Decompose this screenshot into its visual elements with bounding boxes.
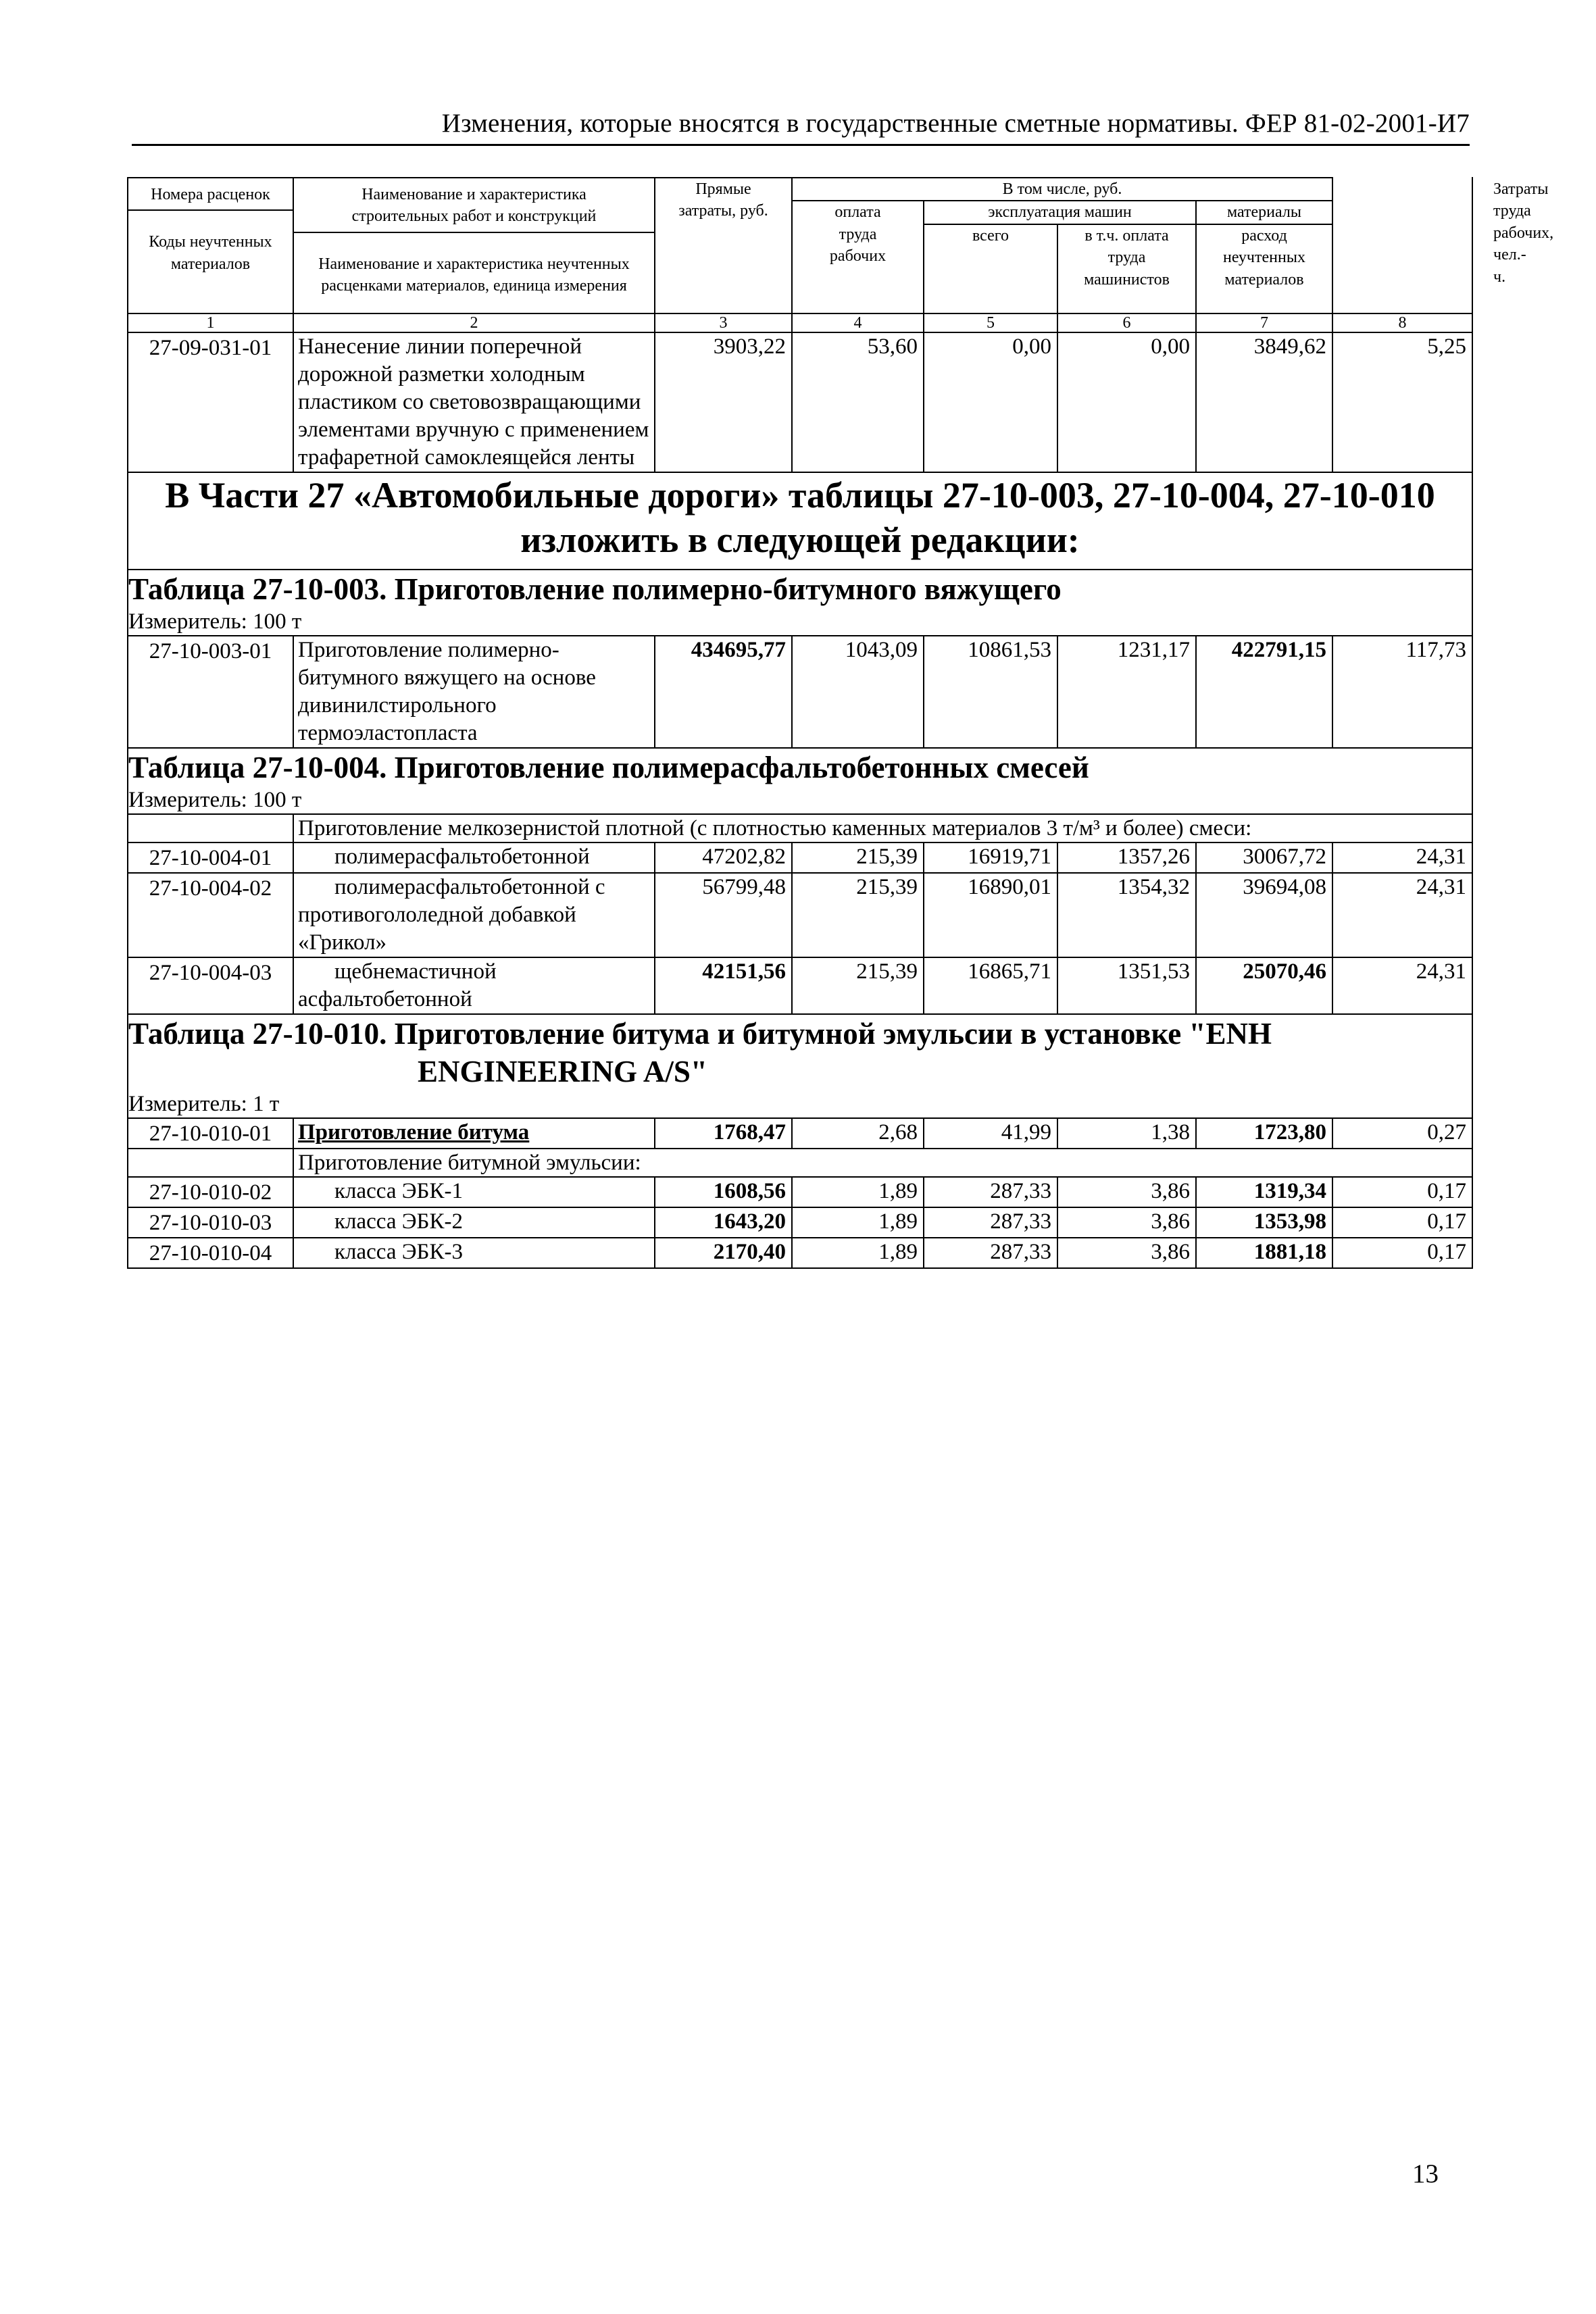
operator-wages: 1,38 bbox=[1057, 1118, 1196, 1149]
operator-wages: 1231,17 bbox=[1057, 636, 1196, 748]
labor-hours: 0,17 bbox=[1332, 1238, 1472, 1268]
materials: 30067,72 bbox=[1196, 842, 1332, 873]
table-row bbox=[128, 873, 1472, 957]
direct-costs: 1608,56 bbox=[655, 1177, 792, 1207]
col-header-total: всего bbox=[924, 224, 1057, 313]
wages: 2,68 bbox=[792, 1118, 924, 1149]
table-row bbox=[128, 1177, 1472, 1207]
materials: 422791,15 bbox=[1196, 636, 1332, 748]
unit-label: Измеритель: 100 т bbox=[128, 786, 1472, 814]
machines-total: 16865,71 bbox=[924, 957, 1057, 1014]
table-title: Таблица 27-10-010. Приготовление битума и битумной эмульсии в установке "ENH ENGINEERING A/S" bbox=[128, 1014, 1472, 1090]
rate-code: 27-10-003-01 bbox=[128, 636, 293, 748]
table-row bbox=[128, 842, 1472, 873]
table-row bbox=[128, 332, 1472, 472]
col-number: 2 bbox=[293, 313, 655, 332]
col-header-blank bbox=[1332, 178, 1472, 201]
materials: 39694,08 bbox=[1196, 873, 1332, 957]
rate-code: 27-10-010-01 bbox=[128, 1118, 293, 1149]
col-header-group: В том числе, руб. bbox=[792, 178, 1332, 201]
table-row bbox=[128, 1238, 1472, 1268]
table-title: Таблица 27-10-004. Приготовление полимерасфальтобетонных смесей bbox=[128, 748, 1472, 786]
labor-hours: 117,73 bbox=[1332, 636, 1472, 748]
rate-name: Приготовление полимерно-битумного вяжущего на основе дивинилстирольного термоэластопласта bbox=[293, 636, 655, 748]
running-header: Изменения, которые вносятся в государственные сметные нормативы. ФЕР 81-02-2001-И7 bbox=[132, 108, 1470, 146]
col-header-unaccounted-materials: расход неучтенных материалов bbox=[1196, 224, 1332, 313]
estimate-table: Номера расценок Коды неучтенных материалов Наименование и характеристика строительных работ и конструкций Наименование и характеристика неучтенных расценками материалов, единица измерения Прямые затраты, руб. В том числе, руб. Затраты труда рабочих, чел.-ч. оплата труда рабочих эксплуатация машин материалы всего в т.ч. оплата труда машинистов расход неучтенных материалов 1 2 3 4 5 6 7 8 27-09-031-01 Нанесение линии поперечной дорожной разметки холодным пластиком со световозвращающими элементами вручную с применением трафаретной самоклеящейся ленты 3903,22 53,60 0,00 0,00 3849,62 5,25 В Части 27 «Автомобильные дороги» таблицы 27-10-003, 27-10-004, 27-10-010 изложить в следующей редакции: Таблица 27-10-003. Приготовление полимерно-битумного вяжущего Измеритель: 100 т 27-10-003-01 Приготовление полимерно-битумного вяжущего на основе дивинилстирольного термоэластопласта 434695,77 1043,09 10861,53 1231,17 422791,15 117,73 Таблица 27-10-004. Приготовление полимерасфальтобетонных смесей Измеритель: 100 т Приготовление мелкозернистой плотной (с плотностью каменных материалов 3 т/м³ и более) смеси: 27-10-004-01 полимерасфальтобетонной 47202,82 215,39 16919,71 1357,26 30067,72 24,31 27-10-004-02 полимерасфальтобетонной с противогололедной добавкой «Грикол» 56799,48 215,39 16890,01 1354,32 39694,08 24,31 27-10-004-03 щебнемастичной асфальтобетонной 42151,56 215,39 16865,71 1351,53 25070,46 24,31 Таблица 27-10-010. Приготовление битума и битумной эмульсии в установке "ENH ENGINEERING A/S" Измеритель: 1 т 27-10-010-01 Приготовление битума 1768,47 2,68 41,99 1,38 1723,80 0,27 Приготовление битумной эмульсии: 27-10-010-02 класса ЭБК-1 1608,56 1,89 287,33 3,86 1319,34 0,17 27-10-010-03 класса ЭБК-2 1643,20 1,89 287,33 3,86 1353,98 0,17 27-10-010-04 класса ЭБК-3 2170,40 1,89 287,33 3,86 1881,18 0,17 bbox=[127, 177, 1473, 1269]
labor-hours: 24,31 bbox=[1332, 873, 1472, 957]
rate-name: полимерасфальтобетонной bbox=[293, 842, 655, 873]
rate-code: 27-10-010-03 bbox=[128, 1207, 293, 1238]
direct-costs: 434695,77 bbox=[655, 636, 792, 748]
rate-name: класса ЭБК-1 bbox=[293, 1177, 655, 1207]
unit-label: Измеритель: 100 т bbox=[128, 608, 1472, 636]
wages: 53,60 bbox=[792, 332, 924, 472]
operator-wages: 1354,32 bbox=[1057, 873, 1196, 957]
wages: 1043,09 bbox=[792, 636, 924, 748]
direct-costs: 47202,82 bbox=[655, 842, 792, 873]
wages: 1,89 bbox=[792, 1207, 924, 1238]
direct-costs: 2170,40 bbox=[655, 1238, 792, 1268]
rate-name: класса ЭБК-2 bbox=[293, 1207, 655, 1238]
direct-costs: 3903,22 bbox=[655, 332, 792, 472]
rate-code: 27-10-004-01 bbox=[128, 842, 293, 873]
machines-total: 287,33 bbox=[924, 1238, 1057, 1268]
table-row bbox=[128, 636, 1472, 748]
direct-costs: 1643,20 bbox=[655, 1207, 792, 1238]
operator-wages: 1351,53 bbox=[1057, 957, 1196, 1014]
subsection-header: Приготовление битумной эмульсии: bbox=[293, 1149, 1472, 1177]
wages: 1,89 bbox=[792, 1238, 924, 1268]
labor-hours: 24,31 bbox=[1332, 957, 1472, 1014]
blank-cell bbox=[128, 814, 293, 842]
col-number: 6 bbox=[1057, 313, 1196, 332]
operator-wages: 0,00 bbox=[1057, 332, 1196, 472]
rate-name: класса ЭБК-3 bbox=[293, 1238, 655, 1268]
col-number: 5 bbox=[924, 313, 1057, 332]
col-header-wages: оплата труда рабочих bbox=[792, 201, 924, 313]
table-row bbox=[128, 1207, 1472, 1238]
machines-total: 287,33 bbox=[924, 1177, 1057, 1207]
table-row bbox=[128, 1118, 1472, 1149]
col-header-operator-wages: в т.ч. оплата труда машинистов bbox=[1057, 224, 1196, 313]
col-header-codes: Номера расценок Коды неучтенных материалов bbox=[128, 178, 293, 313]
labor-hours: 24,31 bbox=[1332, 842, 1472, 873]
machines-total: 287,33 bbox=[924, 1207, 1057, 1238]
labor-hours: 5,25 bbox=[1332, 332, 1472, 472]
direct-costs: 1768,47 bbox=[655, 1118, 792, 1149]
materials: 1723,80 bbox=[1196, 1118, 1332, 1149]
rate-code: 27-10-004-02 bbox=[128, 873, 293, 957]
labor-hours: 0,27 bbox=[1332, 1118, 1472, 1149]
materials: 1319,34 bbox=[1196, 1177, 1332, 1207]
wages: 215,39 bbox=[792, 873, 924, 957]
col-header-machines: эксплуатация машин bbox=[924, 201, 1196, 224]
operator-wages: 3,86 bbox=[1057, 1177, 1196, 1207]
operator-wages: 3,86 bbox=[1057, 1238, 1196, 1268]
subsection-header: Приготовление мелкозернистой плотной (с плотностью каменных материалов 3 т/м³ и более) смеси: bbox=[293, 814, 1472, 842]
rate-code: 27-10-004-03 bbox=[128, 957, 293, 1014]
machines-total: 16890,01 bbox=[924, 873, 1057, 957]
wages: 215,39 bbox=[792, 957, 924, 1014]
change-notice: В Части 27 «Автомобильные дороги» таблицы 27-10-003, 27-10-004, 27-10-010 изложить в следующей редакции: bbox=[128, 472, 1472, 570]
machines-total: 16919,71 bbox=[924, 842, 1057, 873]
rate-code: 27-09-031-01 bbox=[128, 332, 293, 472]
col-number: 8 bbox=[1332, 313, 1472, 332]
rate-code: 27-10-010-04 bbox=[128, 1238, 293, 1268]
direct-costs: 56799,48 bbox=[655, 873, 792, 957]
materials: 25070,46 bbox=[1196, 957, 1332, 1014]
rate-name: полимерасфальтобетонной с противогололедной добавкой «Грикол» bbox=[293, 873, 655, 957]
col-header-materials: материалы bbox=[1196, 201, 1332, 224]
rate-name: Приготовление битума bbox=[293, 1118, 655, 1149]
materials: 3849,62 bbox=[1196, 332, 1332, 472]
materials: 1353,98 bbox=[1196, 1207, 1332, 1238]
rate-code: 27-10-010-02 bbox=[128, 1177, 293, 1207]
col-number: 4 bbox=[792, 313, 924, 332]
operator-wages: 1357,26 bbox=[1057, 842, 1196, 873]
col-number: 3 bbox=[655, 313, 792, 332]
direct-costs: 42151,56 bbox=[655, 957, 792, 1014]
labor-hours: 0,17 bbox=[1332, 1177, 1472, 1207]
blank-cell bbox=[128, 1149, 293, 1177]
col-header-names: Наименование и характеристика строительных работ и конструкций Наименование и характеристика неучтенных расценками материалов, единица измерения bbox=[293, 178, 655, 313]
rate-name: Нанесение линии поперечной дорожной разметки холодным пластиком со световозвращающими элементами вручную с применением трафаретной самоклеящейся ленты bbox=[293, 332, 655, 472]
unit-label: Измеритель: 1 т bbox=[128, 1090, 1472, 1118]
wages: 1,89 bbox=[792, 1177, 924, 1207]
wages: 215,39 bbox=[792, 842, 924, 873]
labor-hours: 0,17 bbox=[1332, 1207, 1472, 1238]
table-row bbox=[128, 957, 1472, 1014]
col-number: 1 bbox=[128, 313, 293, 332]
machines-total: 41,99 bbox=[924, 1118, 1057, 1149]
operator-wages: 3,86 bbox=[1057, 1207, 1196, 1238]
page-number: 13 bbox=[1412, 2159, 1439, 2188]
table-title: Таблица 27-10-003. Приготовление полимерно-битумного вяжущего bbox=[128, 570, 1472, 608]
materials: 1881,18 bbox=[1196, 1238, 1332, 1268]
machines-total: 10861,53 bbox=[924, 636, 1057, 748]
col-number: 7 bbox=[1196, 313, 1332, 332]
machines-total: 0,00 bbox=[924, 332, 1057, 472]
rate-name: щебнемастичной асфальтобетонной bbox=[293, 957, 655, 1014]
col-header-direct-costs: Прямые затраты, руб. bbox=[655, 178, 792, 313]
